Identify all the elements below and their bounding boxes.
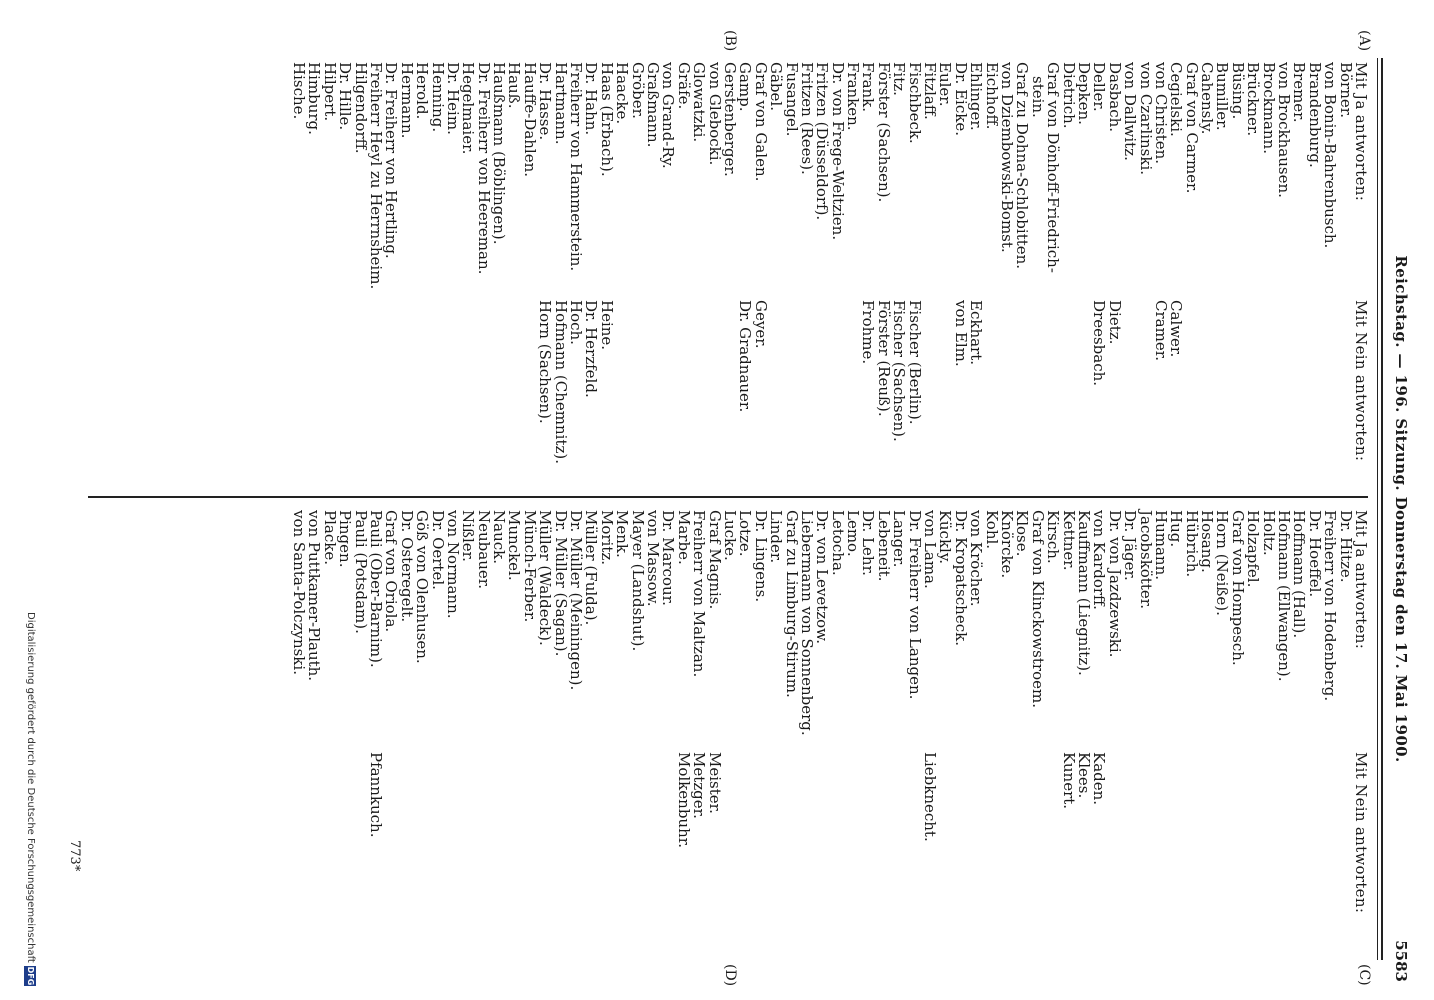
member-name <box>691 300 706 490</box>
member-name: Pfannkuch. <box>366 752 385 838</box>
member-name <box>814 300 829 490</box>
member-name: von Kardorff. <box>1090 510 1109 610</box>
member-name <box>675 300 690 490</box>
member-name <box>783 752 798 960</box>
member-name: Liebermann von Sonnenberg. <box>797 510 816 736</box>
member-name: Göß von Olenhusen. <box>413 510 432 664</box>
member-name <box>1029 752 1044 960</box>
member-name: Förster (Reuß). <box>874 300 893 417</box>
member-name <box>999 752 1014 960</box>
member-name: Bremer. <box>1290 62 1309 123</box>
member-name <box>1276 300 1291 490</box>
member-name: Münch-Ferber. <box>520 510 539 623</box>
member-name: von Elm. <box>951 300 970 367</box>
member-name <box>445 752 460 960</box>
member-name: Kauffmann (Liegnitz). <box>1074 510 1093 676</box>
member-name: Dr. Hille. <box>336 62 355 131</box>
member-name <box>614 752 629 960</box>
member-name: Depken. <box>1074 62 1093 125</box>
member-name <box>506 752 521 960</box>
member-name: Kaden. <box>1090 752 1109 806</box>
member-name: Heine. <box>597 300 616 351</box>
member-name: Horn (Sachsen). <box>536 300 555 424</box>
member-name: Dr. Müller (Sagan). <box>551 510 570 657</box>
name-list-right-ja <box>291 510 1353 740</box>
member-name: Förster (Sachsen). <box>874 62 893 203</box>
member-name <box>1183 300 1198 490</box>
member-name: Börner. <box>1336 62 1355 119</box>
name-list-right-nein <box>368 752 1353 960</box>
member-name: Graf zu Dohna-Schlobitten. <box>1013 62 1032 270</box>
member-name <box>660 300 675 490</box>
member-name <box>475 752 490 960</box>
member-name <box>906 752 921 960</box>
member-name <box>398 752 413 960</box>
member-name: Pauli (Potsdam). <box>351 510 370 634</box>
member-name <box>598 752 613 960</box>
member-name: von Brockhausen. <box>1275 62 1294 198</box>
member-name: Knörcke. <box>998 510 1016 579</box>
member-name: Hoch. <box>567 300 586 345</box>
member-name <box>383 752 398 960</box>
digitization-note: Digitalisierung gefördert durch die Deutsche Forschungsgemeinschaft <box>25 612 36 963</box>
member-name: Hauffe-Dahlen. <box>520 62 539 178</box>
member-name: Frank. <box>859 62 878 113</box>
member-name <box>1337 300 1352 490</box>
member-name: Dr. Jäger. <box>1121 510 1140 581</box>
member-name: Freiherr von Hammerstein. <box>567 62 586 272</box>
member-name <box>1014 752 1029 960</box>
member-name <box>829 752 844 960</box>
member-name <box>1229 752 1244 960</box>
member-name <box>875 752 890 960</box>
column-left-ja <box>291 62 1368 290</box>
member-name <box>429 752 444 960</box>
member-name: Pauli (Ober-Barnim). <box>366 510 385 668</box>
member-name: von Lama. <box>921 510 940 589</box>
member-name: Placke. <box>320 510 339 565</box>
member-name <box>660 752 675 960</box>
member-name: von Santa-Polczynski. <box>290 510 309 675</box>
member-name: Dr. Hoeffel. <box>1305 510 1324 598</box>
member-name <box>645 300 660 490</box>
member-name: Fischbeck. <box>905 62 924 144</box>
member-name: Dr. Gradnauer. <box>736 300 755 413</box>
member-name <box>1337 752 1352 960</box>
member-name <box>1291 752 1306 960</box>
member-name: Jacobskötter. <box>1136 510 1155 610</box>
member-name: Fritzen (Rees). <box>797 62 816 175</box>
member-name: Nißler. <box>459 510 478 562</box>
member-name <box>1153 752 1168 960</box>
member-name <box>845 300 860 490</box>
member-name: Graf von Oriola. <box>382 510 401 633</box>
margin-mark-d: (D) <box>722 964 738 987</box>
margin-mark-c: (C) <box>1356 964 1372 986</box>
member-name <box>1260 752 1275 960</box>
member-name: Letocha. <box>828 510 847 576</box>
member-name <box>522 752 537 960</box>
member-name <box>1260 300 1275 490</box>
member-name <box>1183 752 1198 960</box>
member-name <box>460 752 475 960</box>
member-name: Büsing. <box>1228 62 1247 120</box>
page-number: 5583 <box>1392 940 1410 982</box>
member-name: Holzapfel. <box>1244 510 1263 588</box>
column-heading-nein-right: Mit Nein antworten: <box>1352 752 1370 914</box>
member-name <box>814 752 829 960</box>
member-name: Dr. Lehr. <box>859 510 878 576</box>
member-name <box>629 752 644 960</box>
column-right-ja <box>291 510 1368 740</box>
member-name: Kohl. <box>982 510 1001 550</box>
signature-mark: 773* <box>67 840 82 872</box>
member-name: Franken. <box>844 62 863 131</box>
member-name: Dr. Hitze. <box>1336 510 1355 583</box>
member-name: Hilgendorff. <box>351 62 370 154</box>
member-name: Dietrich. <box>1059 62 1078 129</box>
member-name <box>799 300 814 490</box>
member-name <box>799 752 814 960</box>
member-name <box>1029 300 1044 490</box>
member-name: Kückly. <box>936 510 955 565</box>
member-name <box>614 300 629 490</box>
member-name: Metzger. <box>690 752 709 819</box>
member-name: Calwer. <box>1167 300 1186 358</box>
member-name: Euler. <box>936 62 955 107</box>
member-name: Hauß. <box>505 62 524 109</box>
header-rule-thin <box>1377 58 1378 960</box>
member-name: Dr. Freiherr von Hertling. <box>382 62 401 259</box>
member-name: Hilpert. <box>320 62 339 122</box>
member-name: Fusangel. <box>782 62 801 137</box>
member-name: Dr. von Frege-Weltzien. <box>828 62 847 241</box>
member-name: Nauck. <box>490 510 509 564</box>
dfg-logo: DFG <box>26 966 35 986</box>
member-name: von Dallwitz. <box>1121 62 1140 161</box>
member-name: Cahensly. <box>1198 62 1217 135</box>
member-name: Hofmann (Chemnitz). <box>551 300 570 465</box>
member-name: Gamp. <box>736 62 755 112</box>
member-name: Graßmann. <box>644 62 663 148</box>
member-name: Hische. <box>290 62 309 120</box>
member-name: Brückner. <box>1244 62 1263 137</box>
member-name <box>1060 300 1075 490</box>
member-name: Dr. Freiherr von Langen. <box>905 510 924 700</box>
member-name: Menk. <box>613 510 632 558</box>
member-name: Müller (Waldeck). <box>536 510 555 646</box>
member-name <box>1199 300 1214 490</box>
member-name <box>1137 752 1152 960</box>
member-name: Gröber. <box>628 62 647 119</box>
member-name: Meister. <box>705 752 724 814</box>
member-name: von Glebocki. <box>705 62 724 166</box>
member-name: Graf von Klinckowstroem. <box>1028 510 1047 708</box>
member-name: Kunert. <box>1059 752 1078 810</box>
member-name: Marbe. <box>674 510 693 565</box>
member-name <box>768 300 783 490</box>
member-name <box>937 300 952 490</box>
member-name <box>937 752 952 960</box>
member-name: Dr. von Levetzow. <box>813 510 832 644</box>
member-name: Fitzlaff. <box>921 62 940 120</box>
member-name: Geyer. <box>751 300 770 349</box>
member-name <box>999 300 1014 490</box>
member-name: Lucke. <box>720 510 739 561</box>
member-name: Gerstenberger. <box>720 62 739 177</box>
member-name: Hosang. <box>1198 510 1217 573</box>
member-name: Müller (Fulda). <box>582 510 601 626</box>
member-name: Dr. Eicke. <box>951 62 970 136</box>
member-name: Hofmann (Ellwangen). <box>1275 510 1294 682</box>
member-name <box>568 752 583 960</box>
member-name <box>829 300 844 490</box>
member-name <box>983 752 998 960</box>
member-name: Graf von Carmer. <box>1182 62 1201 194</box>
member-name <box>1122 300 1137 490</box>
member-name <box>1106 752 1121 960</box>
member-name: Fritzen (Düsseldorf). <box>813 62 832 221</box>
member-name: von Grand-Ry. <box>659 62 678 169</box>
member-name: Langer. <box>890 510 909 568</box>
member-name <box>1245 300 1260 490</box>
member-name <box>1306 300 1321 490</box>
member-name: Glowatzki. <box>690 62 709 143</box>
member-name <box>491 752 506 960</box>
member-name <box>860 752 875 960</box>
member-name: Herold. <box>413 62 432 120</box>
member-name: Fischer (Sachsen). <box>890 300 909 442</box>
member-name <box>722 752 737 960</box>
member-name: Eckhart. <box>967 300 986 366</box>
column-right-nein <box>368 752 1368 960</box>
member-name: von Dziembowski-Bomst. <box>998 62 1016 253</box>
member-name: Klose. <box>1013 510 1032 557</box>
member-name <box>983 300 998 490</box>
member-name <box>1214 300 1229 490</box>
member-name <box>768 752 783 960</box>
member-name: Graf zu Limburg-Stirum. <box>782 510 801 698</box>
column-heading-ja-right: Mit Ja antworten: <box>1352 510 1370 650</box>
page-title: Reichstag. — 196. Sitzung. Donnerstag den 17. Mai 1900. <box>1392 255 1410 763</box>
member-name: Henning. <box>428 62 447 133</box>
member-name: von Bonin-Bahrenbusch. <box>1321 62 1340 249</box>
member-name <box>783 300 798 490</box>
member-name: Fitz. <box>890 62 909 96</box>
member-name <box>1122 752 1137 960</box>
member-name <box>1199 752 1214 960</box>
member-name: Dr. Freiherr von Heereman. <box>474 62 493 275</box>
member-name <box>1229 300 1244 490</box>
member-name: Freiherr Heyl zu Herrnsheim. <box>366 62 385 290</box>
member-name: Molkenbuhr. <box>674 752 693 849</box>
member-name <box>752 752 767 960</box>
member-name <box>1306 752 1321 960</box>
member-name: Munckel. <box>505 510 524 581</box>
member-name: Hegelmaier. <box>459 62 478 155</box>
member-name: Dr. Hasse. <box>536 62 555 141</box>
member-name: Dreesbach. <box>1090 300 1109 387</box>
member-name: Dr. Kropatscheck. <box>951 510 970 646</box>
member-name <box>845 752 860 960</box>
member-name: von Czarlinski. <box>1136 62 1155 176</box>
member-name: Dr. Müller (Meiningen). <box>567 510 586 691</box>
member-name: Graf von Galen. <box>751 62 770 182</box>
member-name: Holtz. <box>1259 510 1278 556</box>
member-name: Kettner. <box>1059 510 1078 571</box>
member-name <box>583 752 598 960</box>
member-name: Hoffmann (Hall). <box>1290 510 1309 639</box>
member-name: Humann. <box>1151 510 1170 580</box>
column-divider <box>88 496 1368 498</box>
member-name: von Christen. <box>1151 62 1170 165</box>
member-name: Liebknecht. <box>921 752 940 842</box>
member-name: Ehlinger. <box>967 62 986 131</box>
member-name: Graf von Dönhoff-Friedrich- <box>1044 62 1063 273</box>
member-name: Gäbel. <box>767 62 786 111</box>
member-name <box>1137 300 1152 490</box>
member-name: Horn (Neiße). <box>1213 510 1232 616</box>
member-name: Kirsch. <box>1044 510 1063 564</box>
member-name: Eichhoff. <box>982 62 1001 130</box>
member-name <box>706 300 721 490</box>
member-name <box>414 752 429 960</box>
member-name: Dr. Osteregelt. <box>397 510 416 623</box>
member-name <box>891 752 906 960</box>
member-name: Graf von Hompesch. <box>1228 510 1247 666</box>
column-heading-nein: Mit Nein antworten: <box>1352 300 1370 462</box>
member-name: Lebeneit. <box>874 510 893 582</box>
member-name: Fischer (Berlin). <box>905 300 924 425</box>
name-list-left-nein <box>537 300 1353 490</box>
column-heading-ja: Mit Ja antworten: <box>1352 62 1370 202</box>
page-header <box>1386 58 1416 982</box>
member-name: Brandenburg. <box>1305 62 1324 168</box>
member-name <box>1214 752 1229 960</box>
member-name: Dr. Marcour. <box>659 510 678 606</box>
member-name: Hartmann. <box>551 62 570 145</box>
member-name <box>537 752 552 960</box>
member-name: Himburg. <box>305 62 324 135</box>
member-name: Haacke. <box>613 62 632 125</box>
member-name: von Normann. <box>443 510 462 619</box>
margin-mark-a: (A) <box>1356 30 1372 52</box>
column-left-nein <box>537 300 1368 490</box>
member-name <box>1168 752 1183 960</box>
member-name: Dr. von Jazdzewski. <box>1105 510 1124 658</box>
member-name: Mayer (Landshut). <box>628 510 647 652</box>
member-name: Freiherr von Hodenberg. <box>1321 510 1340 702</box>
member-name: Klees. <box>1074 752 1093 799</box>
member-name: stein. <box>1028 76 1047 118</box>
member-name: Neubauer. <box>474 510 493 590</box>
member-name <box>645 752 660 960</box>
name-list-left-ja <box>291 62 1353 290</box>
member-name <box>552 752 567 960</box>
member-name: Dietz. <box>1105 300 1124 345</box>
member-name: Bumiller. <box>1213 62 1232 131</box>
margin-mark-b: (B) <box>722 30 738 52</box>
member-name: Dr. Herzfeld. <box>582 300 601 398</box>
member-name: Hübrich. <box>1182 510 1201 578</box>
member-name <box>629 300 644 490</box>
member-name <box>722 300 737 490</box>
member-name: Dr. Lingens. <box>751 510 770 603</box>
member-name: Frohme. <box>859 300 878 365</box>
member-name <box>1291 300 1306 490</box>
member-name: von Massow. <box>644 510 663 607</box>
member-name: Lemo. <box>844 510 863 557</box>
member-name <box>968 752 983 960</box>
header-rule-thick <box>1381 58 1383 960</box>
member-name: Dr. Heim. <box>443 62 462 135</box>
member-name: Linder. <box>767 510 786 564</box>
member-name: Cramer. <box>1151 300 1170 361</box>
member-name: Hug. <box>1167 510 1186 548</box>
member-name: Graf Magnis. <box>705 510 724 610</box>
member-name: Gräfe. <box>674 62 693 110</box>
member-name: Dr. Oertel. <box>428 510 447 590</box>
member-name: Dasbach. <box>1105 62 1124 133</box>
member-name: Deller. <box>1090 62 1109 112</box>
member-name <box>1322 300 1337 490</box>
member-name: von Kröcher. <box>967 510 986 607</box>
member-name <box>1076 300 1091 490</box>
member-name: Haas (Erbach). <box>597 62 616 177</box>
member-name <box>1014 300 1029 490</box>
member-name <box>1045 752 1060 960</box>
member-name <box>922 300 937 490</box>
member-name: Brockmann. <box>1259 62 1278 154</box>
member-name: Cegielski. <box>1167 62 1186 137</box>
member-name <box>1245 752 1260 960</box>
member-name <box>737 752 752 960</box>
member-name: Hermann. <box>397 62 416 139</box>
member-name: Dr. Hahn. <box>582 62 601 136</box>
member-name: Haußmann (Böblingen). <box>490 62 509 245</box>
member-name <box>952 752 967 960</box>
member-name: Freiherr von Maltzan. <box>690 510 709 678</box>
member-name <box>1276 752 1291 960</box>
member-name: von Puttkamer-Plauth. <box>305 510 324 682</box>
member-name: Moritz. <box>597 510 616 566</box>
member-name <box>1322 752 1337 960</box>
member-name: Pingen. <box>336 510 355 568</box>
member-name <box>1045 300 1060 490</box>
member-name: Lotze. <box>736 510 755 557</box>
